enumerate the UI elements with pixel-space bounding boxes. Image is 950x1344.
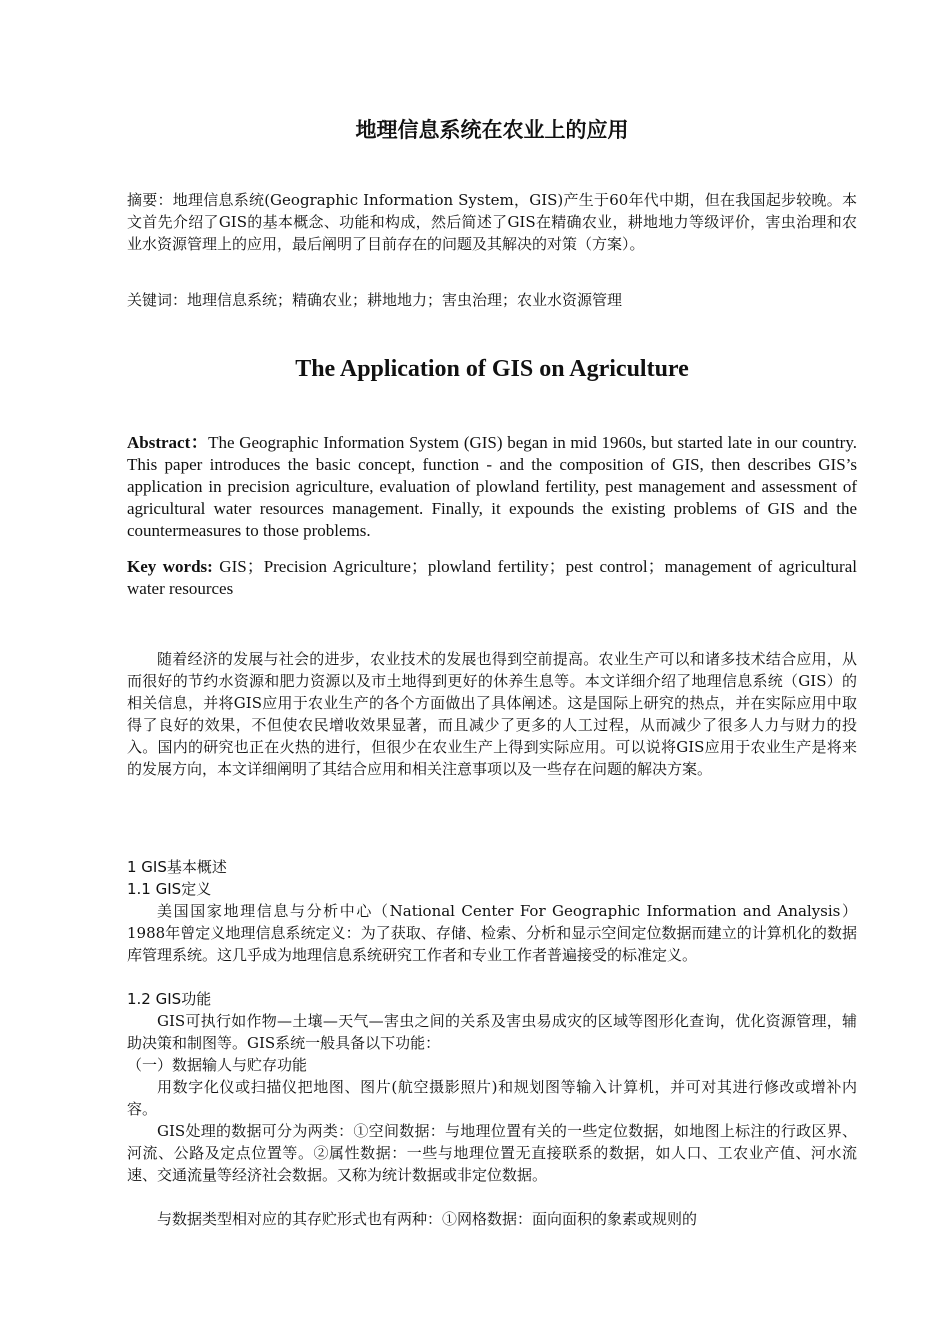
section-1-1-text: 美国国家地理信息与分析中心（National Center For Geographic Information and Analysis）1988年曾定义地理信息系统定义：为了获取、存储、检索、分析和显示空间定位数据而建立的计算机化的数据库管理系统。这几乎成为地理信息系统研究工作者和专业工作者普遍接受的标准定义。 <box>127 902 857 964</box>
english-title: The Application of GIS on Agriculture <box>295 356 689 382</box>
item-1-text-1: 用数字化仪或扫描仪把地图、图片(航空摄影照片)和规划图等输入计算机，并可对其进行修改或增补内容。 <box>127 1078 857 1118</box>
chinese-title: 地理信息系统在农业上的应用 <box>355 118 629 142</box>
chinese-keywords-text: 地理信息系统；精确农业；耕地地力；害虫治理；农业水资源管理 <box>187 291 623 309</box>
chinese-abstract-text: 地理信息系统(Geographic Information System，GIS)产生于60年代中期，但在我国起步较晚。本文首先介绍了GIS的基本概念、功能和构成，然后简述了GIS在精确农业，耕地地力等级评价，害虫治理和农业水资源管理上的应用，最后阐明了目前存在的问题及其解决的对策（方案）。 <box>127 191 857 253</box>
item-1-heading: （一）数据输人与贮存功能 <box>127 1056 308 1074</box>
item-1-text-3: 与数据类型相对应的其存贮形式也有两种：①网格数据：面向面积的象素或规则的 <box>157 1210 698 1228</box>
chinese-keywords <box>127 289 857 311</box>
item-1-text-2: GIS处理的数据可分为两类：①空间数据：与地理位置有关的一些定位数据，如地图上标注的行政区界、河流、公路及定点位置等。②属性数据：一些与地理位置无直接联系的数据，如人口、工农业产值、河水流速、交通流量等经济社会数据。又称为统计数据或非定位数据。 <box>127 1122 857 1184</box>
introduction-paragraph: 随着经济的发展与社会的进步，农业技术的发展也得到空前提高。农业生产可以和诸多技术结合应用，从而很好的节约水资源和肥力资源以及市土地得到更好的休养生息等。本文详细介绍了地理信息系统（GIS）的相关信息，并将GIS应用于农业生产的各个方面做出了具体阐述。这是国际上研究的热点，并在实际应用中取得了良好的效果，不但使农民增收效果显著，而且减少了更多的人工过程，从而减少了很多人力与财力的投入。国内的研究也正在火热的进行，但很少在农业生产上得到实际应用。可以说将GIS应用于农业生产是将来的发展方向，本文详细阐明了其结合应用和相关注意事项以及一些存在问题的解决方案。 <box>127 650 857 778</box>
english-abstract-text: The Geographic Information System (GIS) began in mid 1960s, but started late in our country. This paper introduces the basic concept, function - and the composition of GIS, then describes GIS’s application in precision agriculture, evaluation of plowland fertility, pest management and assessment of agricultural water resources management. Finally, it expounds the existing problems of GIS and the countermeasures to those problems. <box>127 433 857 540</box>
chinese-abstract <box>127 189 857 255</box>
chinese-abstract-label: 摘要： <box>127 191 173 209</box>
section-1-heading: 1 GIS基本概述 <box>127 858 227 876</box>
english-abstract <box>127 432 857 542</box>
english-keywords-label: Key words: <box>127 557 213 576</box>
section-1-1-heading: 1.1 GIS定义 <box>127 880 212 898</box>
english-keywords-text: GIS；Precision Agriculture；plowland fertility；pest control；management of agricultural water resources <box>127 557 857 598</box>
english-keywords <box>127 556 857 600</box>
chinese-keywords-label: 关键词： <box>127 291 188 309</box>
section-1-2-text: GIS可执行如作物—土壤—天气—害虫之间的关系及害虫易成灾的区域等图形化查询，优化资源管理，辅助决策和制图等。GIS系统一般具备以下功能： <box>127 1012 857 1052</box>
section-1-2-heading: 1.2 GIS功能 <box>127 990 212 1008</box>
english-abstract-label: Abstract： <box>127 433 209 452</box>
